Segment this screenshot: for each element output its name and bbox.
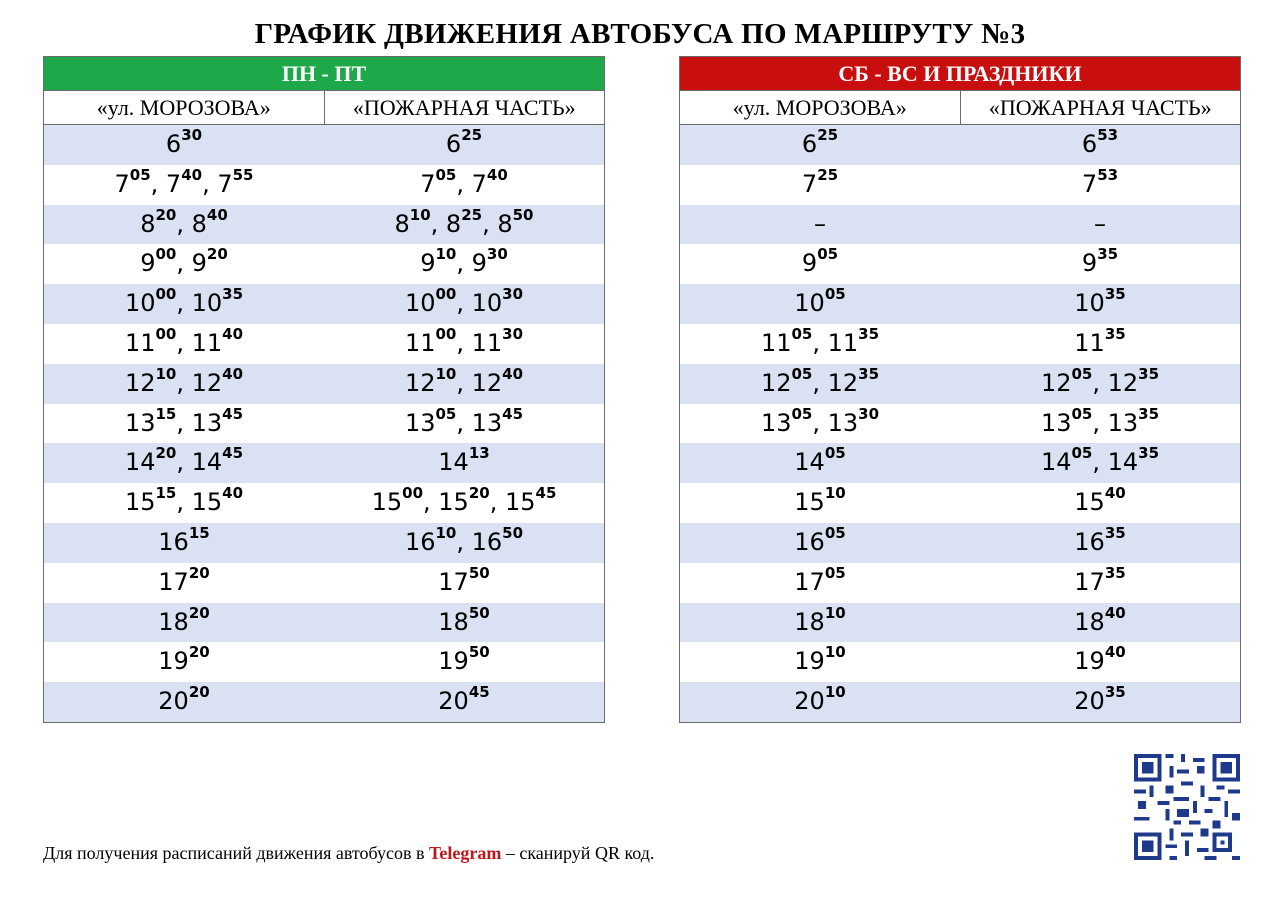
departure-minutes: 30: [502, 324, 524, 343]
table-row: [44, 603, 604, 643]
time-cell-morozova: [680, 165, 960, 205]
departure-minutes: 35: [1104, 324, 1126, 343]
weekday-schedule-table: [43, 56, 605, 723]
departure-minutes: 10: [435, 364, 457, 383]
departure-hour: 15: [794, 488, 825, 517]
page-title: ГРАФИК ДВИЖЕНИЯ АВТОБУСА ПО МАРШРУТУ №3: [254, 18, 1026, 50]
departure-minutes: 05: [1071, 404, 1093, 423]
departure-hour: 14: [438, 448, 469, 477]
departure-minutes: 00: [155, 245, 177, 264]
departure-hour: 13: [1107, 408, 1139, 437]
departure-hour: 7: [165, 169, 182, 198]
time-cell-fire-station: $8^{10}$, $8^{25}$, $8^{50}$: [394, 205, 534, 238]
time-cell-fire-station: [960, 523, 1240, 563]
departure-minutes: 35: [1104, 523, 1126, 542]
departure-minutes: 15: [155, 404, 177, 423]
departure-minutes: 40: [222, 324, 244, 343]
time-cell-fire-station: [960, 244, 1240, 284]
departure-hour: 12: [760, 368, 792, 397]
time-cell-fire-station: [960, 563, 1240, 603]
departure-hour: 13: [124, 408, 156, 437]
departure-hour: 9: [801, 249, 818, 278]
time-cell-fire-station: $9^{10}$, $9^{30}$: [420, 245, 508, 278]
departure-hour: 14: [1040, 448, 1072, 477]
time-cell-morozova: $12^{05}$, $12^{35}$: [760, 364, 880, 397]
time-cell-morozova: [44, 682, 324, 722]
weekday-rows: [44, 125, 604, 722]
time-cell-fire-station: [324, 682, 604, 722]
departure-minutes: 25: [817, 126, 839, 144]
departure-minutes: 50: [502, 523, 524, 542]
time-cell-fire-station: $15^{00}$, $15^{20}$, $15^{45}$: [371, 484, 557, 517]
table-row: [680, 682, 1240, 722]
departure-hour: 18: [794, 607, 825, 636]
time-cell-fire-station: [324, 603, 604, 643]
departure-minutes: 30: [858, 404, 880, 423]
time-cell-morozova: $15^{15}$, $15^{40}$: [124, 484, 244, 517]
time-cell-fire-station: [960, 125, 1240, 165]
departure-hour: 18: [1074, 607, 1105, 636]
departure-minutes: 35: [1138, 444, 1160, 463]
departure-hour: 16: [471, 527, 503, 556]
departure-hour: 16: [794, 527, 825, 556]
time-cell-morozova: $12^{10}$, $12^{40}$: [124, 364, 244, 397]
departure-minutes: 00: [155, 285, 177, 304]
table-row: [44, 165, 604, 205]
departure-minutes: 53: [1097, 126, 1119, 144]
time-cell-morozova: [680, 603, 960, 643]
departure-hour: 6: [445, 130, 462, 158]
departure-minutes: 20: [188, 643, 210, 662]
telegram-label: Telegram: [429, 843, 502, 863]
departure-hour: 11: [827, 328, 859, 357]
time-cell-morozova: [44, 603, 324, 643]
departure-minutes: 30: [502, 285, 524, 304]
departure-hour: 20: [1074, 687, 1105, 716]
time-cell-morozova: $11^{00}$, $11^{40}$: [124, 324, 244, 357]
time-cell-morozova: [680, 205, 960, 245]
departure-minutes: 10: [155, 364, 177, 383]
departure-hour: 9: [1081, 249, 1098, 278]
time-cell-fire-station: $16^{10}$, $16^{50}$: [404, 523, 524, 556]
time-cell-fire-station: [960, 483, 1240, 523]
departure-hour: 20: [158, 687, 189, 716]
departure-minutes: 20: [188, 603, 210, 622]
departure-minutes: 25: [461, 205, 483, 224]
departure-hour: 15: [191, 488, 223, 517]
no-departure-dash: –: [814, 209, 826, 238]
departure-hour: 10: [794, 289, 825, 318]
departure-hour: 10: [471, 289, 503, 318]
departure-hour: 9: [420, 249, 436, 278]
departure-minutes: 05: [129, 165, 151, 184]
departure-minutes: 05: [824, 444, 846, 463]
weekday-col-fire-station: «ПОЖАРНАЯ ЧАСТЬ»: [352, 95, 576, 120]
departure-hour: 17: [1074, 567, 1105, 596]
departure-minutes: 20: [206, 245, 228, 264]
departure-minutes: 45: [222, 444, 244, 463]
departure-minutes: 35: [1097, 245, 1119, 264]
table-row: [44, 364, 604, 404]
departure-hour: 7: [217, 169, 233, 198]
departure-hour: 12: [1107, 368, 1139, 397]
footer-note: [43, 843, 654, 864]
time-cell-morozova: [680, 443, 960, 483]
table-row: [680, 125, 1240, 165]
departure-hour: 13: [404, 408, 436, 437]
departure-hour: 11: [124, 328, 156, 357]
time-cell-morozova: $10^{00}$, $10^{35}$: [124, 285, 244, 318]
departure-minutes: 35: [858, 324, 880, 343]
departure-hour: 13: [827, 408, 859, 437]
departure-minutes: 10: [824, 603, 846, 622]
departure-minutes: 20: [155, 444, 177, 463]
table-row: [44, 523, 604, 563]
time-cell-fire-station: [960, 284, 1240, 324]
departure-hour: 10: [124, 289, 156, 318]
departure-hour: 17: [794, 567, 825, 596]
departure-hour: 9: [471, 249, 487, 278]
table-row: [680, 165, 1240, 205]
time-cell-morozova: $8^{20}$, $8^{40}$: [140, 205, 228, 238]
weekend-header: СБ - ВС И ПРАЗДНИКИ: [680, 57, 1240, 90]
table-row: [44, 443, 604, 483]
departure-minutes: 45: [535, 484, 557, 503]
table-row: [44, 324, 604, 364]
departure-minutes: 00: [402, 484, 424, 503]
departure-minutes: 00: [435, 285, 457, 304]
departure-minutes: 45: [502, 404, 524, 423]
departure-minutes: 25: [461, 126, 483, 144]
departure-minutes: 05: [824, 523, 846, 542]
weekend-col-fire-station: «ПОЖАРНАЯ ЧАСТЬ»: [988, 95, 1212, 120]
table-row: [680, 364, 1240, 404]
departure-minutes: 50: [468, 643, 490, 662]
departure-hour: 13: [191, 408, 223, 437]
time-cell-fire-station: $10^{00}$, $10^{30}$: [404, 285, 524, 318]
table-row: [680, 523, 1240, 563]
departure-minutes: 13: [468, 444, 490, 463]
time-cell-morozova: [680, 642, 960, 682]
departure-hour: 14: [794, 448, 825, 477]
time-cell-morozova: $11^{05}$, $11^{35}$: [760, 324, 880, 357]
departure-hour: 19: [794, 647, 825, 676]
departure-minutes: 05: [791, 364, 813, 383]
departure-minutes: 05: [791, 324, 813, 343]
departure-hour: 11: [404, 328, 436, 357]
weekday-header: ПН - ПТ: [44, 57, 604, 90]
departure-hour: 6: [801, 130, 818, 158]
weekend-rows: [680, 125, 1240, 722]
table-row: [44, 125, 604, 165]
departure-minutes: 35: [222, 285, 244, 304]
departure-hour: 13: [471, 408, 503, 437]
table-row: [44, 483, 604, 523]
departure-minutes: 40: [1104, 643, 1126, 662]
table-row: [680, 642, 1240, 682]
departure-hour: 15: [1074, 488, 1105, 517]
departure-minutes: 40: [222, 364, 244, 383]
departure-minutes: 05: [435, 165, 457, 184]
time-cell-morozova: [44, 563, 324, 603]
departure-minutes: 40: [222, 484, 244, 503]
departure-minutes: 05: [1071, 364, 1093, 383]
table-row: [44, 404, 604, 444]
table-row: [680, 603, 1240, 643]
table-row: [44, 205, 604, 245]
time-cell-fire-station: [324, 443, 604, 483]
table-row: [44, 284, 604, 324]
departure-hour: 15: [438, 488, 469, 517]
departure-minutes: 40: [181, 165, 203, 184]
departure-minutes: 40: [1104, 484, 1126, 503]
time-cell-fire-station: $7^{05}$, $7^{40}$: [420, 165, 508, 198]
table-row: [680, 205, 1240, 245]
departure-hour: 7: [1081, 169, 1098, 198]
table-row: [680, 483, 1240, 523]
departure-hour: 7: [420, 169, 436, 198]
table-row: [44, 682, 604, 722]
time-cell-morozova: [44, 125, 324, 165]
time-cell-fire-station: [324, 642, 604, 682]
departure-hour: 19: [438, 647, 469, 676]
departure-hour: 14: [1107, 448, 1139, 477]
departure-hour: 12: [471, 368, 503, 397]
time-cell-morozova: [680, 244, 960, 284]
departure-hour: 8: [445, 209, 462, 238]
time-cell-fire-station: $11^{00}$, $11^{30}$: [404, 324, 524, 357]
table-row: [680, 244, 1240, 284]
departure-hour: 14: [124, 448, 156, 477]
weekday-column-headers: [44, 90, 604, 125]
departure-hour: 15: [504, 488, 536, 517]
departure-hour: 18: [158, 607, 189, 636]
departure-minutes: 35: [1138, 404, 1160, 423]
departure-minutes: 05: [1071, 444, 1093, 463]
table-row: [680, 324, 1240, 364]
departure-minutes: 05: [435, 404, 457, 423]
departure-minutes: 20: [188, 683, 210, 702]
departure-minutes: 05: [824, 563, 846, 582]
time-cell-fire-station: [960, 165, 1240, 205]
departure-hour: 8: [140, 209, 156, 238]
departure-hour: 20: [794, 687, 825, 716]
time-cell-morozova: $9^{00}$, $9^{20}$: [140, 245, 228, 278]
footer-text-after: – сканируй QR код.: [501, 843, 655, 863]
departure-hour: 10: [191, 289, 223, 318]
departure-hour: 11: [1074, 328, 1105, 357]
qr-code-icon[interactable]: [1133, 754, 1241, 860]
time-cell-fire-station: $12^{10}$, $12^{40}$: [404, 364, 524, 397]
departure-hour: 16: [158, 527, 189, 556]
departure-hour: 20: [438, 687, 469, 716]
departure-minutes: 35: [1104, 683, 1126, 702]
departure-minutes: 35: [858, 364, 880, 383]
departure-minutes: 35: [1104, 285, 1126, 304]
time-cell-morozova: $13^{05}$, $13^{30}$: [760, 404, 880, 437]
departure-minutes: 00: [435, 324, 457, 343]
departure-hour: 18: [438, 607, 469, 636]
departure-minutes: 35: [1104, 563, 1126, 582]
departure-minutes: 50: [468, 563, 490, 582]
departure-hour: 11: [191, 328, 223, 357]
departure-minutes: 35: [1138, 364, 1160, 383]
departure-minutes: 05: [791, 404, 813, 423]
departure-minutes: 15: [155, 484, 177, 503]
departure-hour: 14: [191, 448, 223, 477]
departure-hour: 6: [165, 130, 182, 158]
departure-minutes: 05: [817, 245, 839, 264]
time-cell-fire-station: [960, 324, 1240, 364]
departure-minutes: 30: [486, 245, 508, 264]
table-row: [680, 404, 1240, 444]
departure-minutes: 40: [486, 165, 508, 184]
departure-minutes: 50: [512, 205, 534, 224]
departure-hour: 9: [191, 249, 207, 278]
time-cell-fire-station: [960, 603, 1240, 643]
table-row: [44, 563, 604, 603]
departure-minutes: 20: [188, 563, 210, 582]
departure-hour: 12: [191, 368, 223, 397]
departure-minutes: 40: [1104, 603, 1126, 622]
time-cell-fire-station: $13^{05}$, $13^{35}$: [1040, 404, 1160, 437]
departure-hour: 12: [1040, 368, 1072, 397]
time-cell-fire-station: $14^{05}$, $14^{35}$: [1040, 444, 1160, 477]
departure-minutes: 05: [824, 285, 846, 304]
departure-hour: 6: [1081, 130, 1098, 158]
departure-minutes: 10: [824, 643, 846, 662]
departure-minutes: 10: [824, 484, 846, 503]
time-cell-morozova: [680, 284, 960, 324]
departure-minutes: 45: [222, 404, 244, 423]
departure-hour: 7: [801, 169, 818, 198]
time-cell-morozova: [680, 483, 960, 523]
departure-hour: 15: [371, 488, 403, 517]
departure-minutes: 20: [155, 205, 177, 224]
time-cell-morozova: [680, 682, 960, 722]
time-cell-morozova: [44, 642, 324, 682]
departure-hour: 7: [114, 169, 130, 198]
departure-hour: 9: [140, 249, 156, 278]
time-cell-fire-station: $13^{05}$, $13^{45}$: [404, 404, 524, 437]
table-row: [680, 443, 1240, 483]
time-cell-fire-station: [960, 682, 1240, 722]
departure-hour: 13: [1040, 408, 1072, 437]
departure-hour: 11: [760, 328, 792, 357]
departure-hour: 7: [471, 169, 487, 198]
departure-minutes: 53: [1097, 165, 1119, 184]
weekend-column-headers: [680, 90, 1240, 125]
departure-minutes: 25: [817, 165, 839, 184]
departure-minutes: 10: [435, 523, 457, 542]
departure-minutes: 45: [468, 683, 490, 702]
time-cell-fire-station: [960, 205, 1240, 245]
departure-hour: 10: [404, 289, 436, 318]
departure-hour: 16: [1074, 527, 1105, 556]
time-cell-morozova: $14^{20}$, $14^{45}$: [124, 444, 244, 477]
departure-hour: 16: [404, 527, 436, 556]
time-cell-morozova: $13^{15}$, $13^{45}$: [124, 404, 244, 437]
table-row: [680, 563, 1240, 603]
departure-hour: 13: [760, 408, 792, 437]
time-cell-morozova: [680, 125, 960, 165]
no-departure-dash: –: [1094, 209, 1106, 238]
weekend-col-morozova: «ул. МОРОЗОВА»: [680, 91, 961, 124]
departure-minutes: 20: [468, 484, 490, 503]
footer-text-before: Для получения расписаний движения автобусов в: [43, 843, 429, 863]
time-cell-morozova: [680, 523, 960, 563]
departure-hour: 8: [497, 209, 513, 238]
departure-hour: 17: [158, 567, 189, 596]
time-cell-morozova: [44, 523, 324, 563]
time-cell-morozova: $7^{05}$, $7^{40}$, $7^{55}$: [114, 165, 254, 198]
time-cell-morozova: [680, 563, 960, 603]
departure-minutes: 15: [188, 523, 210, 542]
departure-minutes: 40: [502, 364, 524, 383]
departure-hour: 12: [827, 368, 859, 397]
departure-minutes: 10: [435, 245, 457, 264]
departure-minutes: 50: [468, 603, 490, 622]
departure-minutes: 10: [409, 205, 431, 224]
departure-hour: 15: [124, 488, 156, 517]
departure-hour: 17: [438, 567, 469, 596]
departure-hour: 11: [471, 328, 503, 357]
time-cell-fire-station: [324, 563, 604, 603]
weekday-col-morozova: «ул. МОРОЗОВА»: [44, 91, 325, 124]
departure-minutes: 40: [206, 205, 228, 224]
departure-minutes: 55: [232, 165, 254, 184]
time-cell-fire-station: [960, 642, 1240, 682]
time-cell-fire-station: [324, 125, 604, 165]
departure-hour: 19: [1074, 647, 1105, 676]
departure-hour: 12: [124, 368, 156, 397]
departure-hour: 8: [394, 209, 410, 238]
weekend-schedule-table: [679, 56, 1241, 723]
time-cell-fire-station: $12^{05}$, $12^{35}$: [1040, 364, 1160, 397]
table-row: [44, 642, 604, 682]
table-row: [44, 244, 604, 284]
table-row: [680, 284, 1240, 324]
departure-hour: 10: [1074, 289, 1105, 318]
departure-hour: 12: [404, 368, 436, 397]
departure-minutes: 10: [824, 683, 846, 702]
departure-minutes: 00: [155, 324, 177, 343]
departure-minutes: 30: [181, 126, 203, 144]
departure-hour: 8: [191, 209, 207, 238]
departure-hour: 19: [158, 647, 189, 676]
